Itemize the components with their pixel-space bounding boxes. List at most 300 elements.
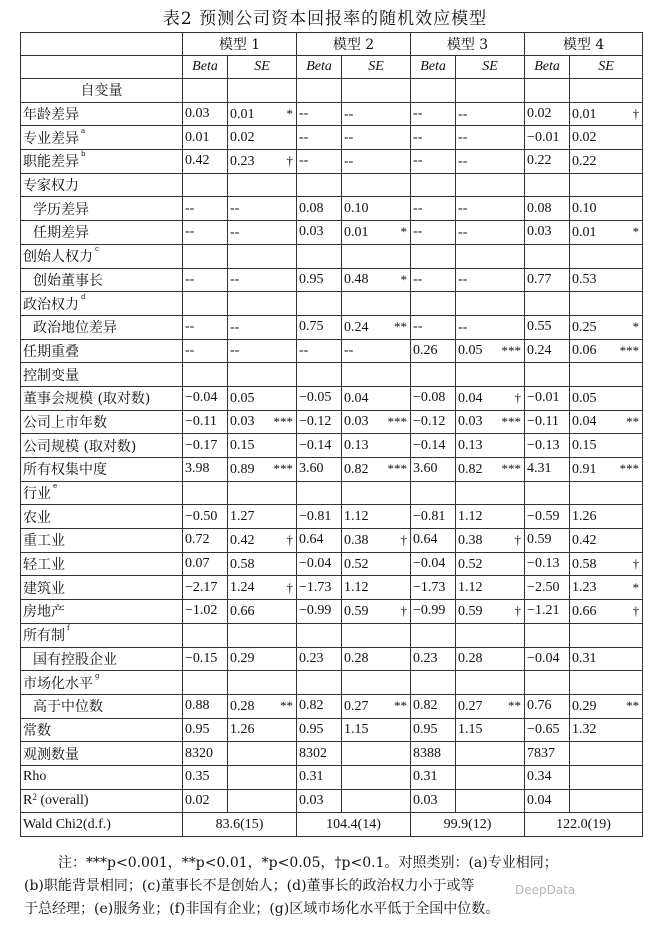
empty-cell xyxy=(183,79,228,103)
model-1-se xyxy=(228,268,297,292)
se-value: -- xyxy=(230,319,240,335)
model-1-beta: 0.42 xyxy=(183,150,228,174)
table-row xyxy=(21,813,643,837)
watermark: DeepData xyxy=(515,883,576,897)
header-model-4: 模型 4 xyxy=(525,33,643,56)
model-3-beta: −0.08 xyxy=(411,386,456,410)
significance-marker: * xyxy=(286,106,294,122)
model-2-se xyxy=(342,718,411,742)
model-2-beta: −0.99 xyxy=(297,600,342,624)
empty-cell xyxy=(456,363,525,387)
empty-cell xyxy=(183,173,228,197)
empty-cell xyxy=(342,623,411,647)
table-row xyxy=(21,339,643,363)
model-3-beta: −0.12 xyxy=(411,410,456,434)
se-value: 0.48 xyxy=(344,272,369,288)
model-4-beta: 0.77 xyxy=(525,268,570,292)
se-value: -- xyxy=(458,224,468,240)
model-4-beta: 0.34 xyxy=(525,765,570,789)
model-1-beta: −2.17 xyxy=(183,576,228,600)
header-model-1: 模型 1 xyxy=(183,33,297,56)
se-value: 0.04 xyxy=(458,390,483,406)
significance-marker: ** xyxy=(626,698,640,714)
table-row xyxy=(21,552,643,576)
model-2-se xyxy=(342,789,411,813)
model-3-beta: −0.99 xyxy=(411,600,456,624)
empty-cell xyxy=(228,173,297,197)
model-3-beta: 0.95 xyxy=(411,718,456,742)
se-value: 0.59 xyxy=(458,603,483,619)
se-value: 1.24 xyxy=(230,580,255,596)
model-4-beta: 0.04 xyxy=(525,789,570,813)
row-label xyxy=(21,173,183,197)
se-value: 0.01 xyxy=(230,106,255,122)
header-se: SE xyxy=(456,56,525,79)
model-2-beta: 0.08 xyxy=(297,197,342,221)
header-model-3: 模型 3 xyxy=(411,33,525,56)
model-2-se xyxy=(342,102,411,126)
model-4-se xyxy=(570,315,643,339)
model-4-se xyxy=(570,386,643,410)
significance-marker: * xyxy=(400,271,408,287)
se-value: 0.29 xyxy=(572,698,597,714)
header-beta: Beta xyxy=(297,56,342,79)
row-label-text: 国有控股企业 xyxy=(33,651,117,668)
model-1-beta: 0.35 xyxy=(183,765,228,789)
empty-cell xyxy=(183,244,228,268)
table-row xyxy=(21,576,643,600)
model-4-se xyxy=(570,742,643,766)
empty-cell xyxy=(183,623,228,647)
row-label-text: 公司上市年数 xyxy=(23,414,107,431)
row-label xyxy=(21,292,183,316)
row-label xyxy=(21,671,183,695)
model-2-beta: −1.73 xyxy=(297,576,342,600)
se-value: -- xyxy=(458,201,468,217)
model-4-se xyxy=(570,694,643,718)
model-3-se xyxy=(456,126,525,150)
empty-cell xyxy=(342,292,411,316)
se-value: 0.29 xyxy=(230,651,255,667)
row-label-text: 控制变量 xyxy=(23,367,79,384)
model-3-beta: -- xyxy=(411,102,456,126)
se-value: 0.58 xyxy=(572,556,597,572)
table-row xyxy=(21,102,643,126)
model-1-beta: -- xyxy=(183,221,228,245)
row-label-text: 任期差异 xyxy=(33,225,89,242)
model-3-se xyxy=(456,458,525,482)
model-4-se xyxy=(570,221,643,245)
se-value: 0.05 xyxy=(572,390,597,406)
model-3-se xyxy=(456,552,525,576)
row-label xyxy=(21,600,183,624)
model-3-beta: 0.31 xyxy=(411,765,456,789)
note-line-1: 注：***p<0.001，**p<0.01，*p<0.05，†p<0.1。对照类别：(a)专业相同； xyxy=(58,855,558,871)
footnote-marker: f xyxy=(67,624,70,633)
significance-marker: * xyxy=(632,579,640,595)
empty-cell xyxy=(456,671,525,695)
table-row xyxy=(21,79,643,103)
footnote-marker: a xyxy=(81,126,86,135)
row-label-text: 政治地位差异 xyxy=(33,320,117,337)
model-3-beta: 0.23 xyxy=(411,647,456,671)
model-4-beta: 4.31 xyxy=(525,458,570,482)
empty-cell xyxy=(228,244,297,268)
model-2-beta: -- xyxy=(297,150,342,174)
table-row xyxy=(21,647,643,671)
model-4-se xyxy=(570,197,643,221)
model-4-se xyxy=(570,765,643,789)
model-4-beta: 0.08 xyxy=(525,197,570,221)
model-4-se xyxy=(570,600,643,624)
empty-cell xyxy=(297,244,342,268)
empty-cell xyxy=(297,671,342,695)
significance-marker: † xyxy=(286,153,294,169)
model-2-beta: 0.95 xyxy=(297,718,342,742)
model-4-se xyxy=(570,718,643,742)
se-value: -- xyxy=(230,343,240,359)
empty-cell xyxy=(342,671,411,695)
empty-cell xyxy=(570,173,643,197)
se-value: 0.06 xyxy=(572,343,597,359)
significance-marker: † xyxy=(286,532,294,548)
model-4-beta: 0.22 xyxy=(525,150,570,174)
empty-cell xyxy=(411,292,456,316)
table-title: 表2 预测公司资本回报率的随机效应模型 xyxy=(162,9,488,29)
model-4-beta: 0.59 xyxy=(525,529,570,553)
model-1-se xyxy=(228,576,297,600)
se-value: 1.26 xyxy=(572,509,597,525)
model-1-beta: −0.04 xyxy=(183,386,228,410)
model-3-se xyxy=(456,742,525,766)
row-label xyxy=(21,126,183,150)
row-label-text: 政治权力 xyxy=(23,296,79,313)
model-1-se xyxy=(228,718,297,742)
model-2-beta: 0.82 xyxy=(297,694,342,718)
model-3-beta: 8388 xyxy=(411,742,456,766)
se-value: 0.42 xyxy=(230,532,255,548)
model-1-beta: 3.98 xyxy=(183,458,228,482)
model-2-se xyxy=(342,315,411,339)
empty-cell xyxy=(183,481,228,505)
header-se: SE xyxy=(570,56,643,79)
model-1-beta: 0.72 xyxy=(183,529,228,553)
empty-cell xyxy=(228,363,297,387)
se-value: 1.27 xyxy=(230,509,255,525)
se-value: 0.01 xyxy=(344,224,369,240)
model-4-beta: −1.21 xyxy=(525,600,570,624)
table-row xyxy=(21,244,643,268)
significance-marker: *** xyxy=(501,342,522,358)
empty-cell xyxy=(525,671,570,695)
row-label-text: 高于中位数 xyxy=(33,699,103,716)
empty-cell xyxy=(411,363,456,387)
model-2-se xyxy=(342,647,411,671)
empty-cell xyxy=(228,671,297,695)
model-3-beta: −0.14 xyxy=(411,434,456,458)
row-label xyxy=(21,481,183,505)
significance-marker: † xyxy=(514,532,522,548)
empty-cell xyxy=(342,481,411,505)
table-row xyxy=(21,386,643,410)
model-4-se xyxy=(570,150,643,174)
model-3-beta: -- xyxy=(411,197,456,221)
model-1-se xyxy=(228,647,297,671)
se-value: 0.05 xyxy=(230,390,255,406)
significance-marker: * xyxy=(632,319,640,335)
model-3-se xyxy=(456,647,525,671)
empty-cell xyxy=(297,481,342,505)
header-se: SE xyxy=(228,56,297,79)
se-value: 0.52 xyxy=(344,556,369,572)
significance-marker: *** xyxy=(619,461,640,477)
empty-cell xyxy=(411,79,456,103)
se-value: -- xyxy=(344,343,354,359)
model-2-se xyxy=(342,505,411,529)
se-value: 1.32 xyxy=(572,722,597,738)
significance-marker: † xyxy=(400,532,408,548)
row-label xyxy=(21,765,183,789)
header-beta: Beta xyxy=(183,56,228,79)
se-value: 0.82 xyxy=(344,461,369,477)
significance-marker: *** xyxy=(501,461,522,477)
empty-cell xyxy=(297,173,342,197)
row-label-text: 农业 xyxy=(23,509,51,526)
table-row xyxy=(21,623,643,647)
row-label xyxy=(21,789,183,813)
model-3-se xyxy=(456,600,525,624)
se-value: 0.42 xyxy=(572,532,597,548)
model-2-beta: 0.95 xyxy=(297,268,342,292)
se-value: 0.01 xyxy=(572,106,597,122)
se-value: 0.05 xyxy=(458,343,483,359)
row-label-superscript: 2 xyxy=(32,791,37,802)
se-value: 1.12 xyxy=(344,580,369,596)
row-label-text: 专家权力 xyxy=(23,178,79,195)
row-label-text: Wald Chi2(d.f.) xyxy=(23,816,111,832)
se-value: -- xyxy=(230,272,240,288)
se-value: 0.10 xyxy=(572,201,597,217)
se-value: 0.28 xyxy=(344,651,369,667)
model-1-se xyxy=(228,315,297,339)
model-3-se xyxy=(456,339,525,363)
header-beta: Beta xyxy=(411,56,456,79)
empty-cell xyxy=(456,623,525,647)
row-label-text: 建筑业 xyxy=(23,580,65,597)
footnote-marker: c xyxy=(95,245,99,254)
model-1-se xyxy=(228,742,297,766)
se-value: 0.59 xyxy=(344,603,369,619)
table-row xyxy=(21,363,643,387)
row-label xyxy=(21,576,183,600)
model-3-se xyxy=(456,386,525,410)
model-4-se xyxy=(570,552,643,576)
se-value: -- xyxy=(458,130,468,146)
model-1-se xyxy=(228,694,297,718)
model-4-se xyxy=(570,339,643,363)
se-value: 1.12 xyxy=(458,509,483,525)
row-label-text: 创始董事长 xyxy=(33,272,103,289)
model-1-se xyxy=(228,458,297,482)
empty-cell xyxy=(525,481,570,505)
row-label-text: 重工业 xyxy=(23,533,65,550)
model-3-beta: -- xyxy=(411,150,456,174)
model-4-se xyxy=(570,102,643,126)
model-2-se xyxy=(342,410,411,434)
model-3-se xyxy=(456,434,525,458)
model-4-se xyxy=(570,529,643,553)
table-row xyxy=(21,315,643,339)
empty-cell xyxy=(183,363,228,387)
model-4-beta: −0.01 xyxy=(525,386,570,410)
model-2-se xyxy=(342,126,411,150)
model-4-beta: 0.76 xyxy=(525,694,570,718)
model-1-se xyxy=(228,789,297,813)
model-1-beta: -- xyxy=(183,197,228,221)
model-4-beta: −2.50 xyxy=(525,576,570,600)
significance-marker: *** xyxy=(501,413,522,429)
model-2-se xyxy=(342,197,411,221)
table-row xyxy=(21,718,643,742)
model-2-beta: −0.81 xyxy=(297,505,342,529)
se-value: 0.13 xyxy=(458,438,483,454)
model-1-beta: 0.02 xyxy=(183,789,228,813)
se-value: 0.01 xyxy=(572,224,597,240)
model-2-se xyxy=(342,742,411,766)
table-row xyxy=(21,481,643,505)
model-1-se xyxy=(228,386,297,410)
model-4-se xyxy=(570,268,643,292)
model-3-wald: 99.9(12) xyxy=(411,813,525,837)
row-label-text: R xyxy=(23,792,33,808)
row-label-text: 自变量 xyxy=(80,83,123,100)
model-4-beta: −0.04 xyxy=(525,647,570,671)
row-label-text: 董事会规模 (取对数) xyxy=(23,391,151,408)
header-model-2: 模型 2 xyxy=(297,33,411,56)
model-4-beta: −0.13 xyxy=(525,434,570,458)
model-3-se xyxy=(456,576,525,600)
model-3-se xyxy=(456,789,525,813)
row-label xyxy=(21,813,183,837)
model-4-se xyxy=(570,789,643,813)
se-value: -- xyxy=(344,106,354,122)
significance-marker: *** xyxy=(619,342,640,358)
empty-cell xyxy=(570,481,643,505)
model-2-beta: −0.04 xyxy=(297,552,342,576)
model-1-se xyxy=(228,339,297,363)
se-value: 0.82 xyxy=(458,461,483,477)
se-value: 0.31 xyxy=(572,651,597,667)
significance-marker: *** xyxy=(387,413,408,429)
header-blank xyxy=(21,56,183,79)
model-2-beta: 0.75 xyxy=(297,315,342,339)
se-value: 0.38 xyxy=(344,532,369,548)
se-value: 0.04 xyxy=(572,414,597,430)
row-label xyxy=(21,221,183,245)
significance-marker: *** xyxy=(273,461,294,477)
row-label xyxy=(21,458,183,482)
model-2-se xyxy=(342,694,411,718)
row-label-text: 房地产 xyxy=(23,604,65,621)
empty-cell xyxy=(411,623,456,647)
model-1-beta: −0.50 xyxy=(183,505,228,529)
empty-cell xyxy=(183,671,228,695)
model-2-se xyxy=(342,268,411,292)
significance-marker: ** xyxy=(394,698,408,714)
empty-cell xyxy=(297,623,342,647)
row-label xyxy=(21,315,183,339)
model-3-beta: 0.82 xyxy=(411,694,456,718)
se-value: 0.52 xyxy=(458,556,483,572)
empty-cell xyxy=(525,363,570,387)
row-label-text: 学历差异 xyxy=(33,201,89,218)
model-3-se xyxy=(456,765,525,789)
model-3-se xyxy=(456,410,525,434)
model-3-se xyxy=(456,529,525,553)
significance-marker: ** xyxy=(626,413,640,429)
significance-marker: † xyxy=(632,603,640,619)
se-value: 0.28 xyxy=(458,651,483,667)
footnote-marker: g xyxy=(95,671,100,680)
model-1-beta: -- xyxy=(183,268,228,292)
significance-marker: ** xyxy=(280,698,294,714)
model-2-se xyxy=(342,339,411,363)
model-2-se xyxy=(342,458,411,482)
se-value: 0.03 xyxy=(458,414,483,430)
se-value: 0.04 xyxy=(344,390,369,406)
model-3-se xyxy=(456,718,525,742)
row-label xyxy=(21,244,183,268)
table-row xyxy=(21,458,643,482)
table-row xyxy=(21,671,643,695)
table-row xyxy=(21,765,643,789)
model-2-beta: 0.03 xyxy=(297,789,342,813)
row-label-text: 常数 xyxy=(23,722,51,739)
empty-cell xyxy=(342,173,411,197)
model-4-beta: −0.65 xyxy=(525,718,570,742)
empty-cell xyxy=(411,481,456,505)
model-3-beta: −0.04 xyxy=(411,552,456,576)
empty-cell xyxy=(456,292,525,316)
model-2-se xyxy=(342,600,411,624)
header-row-stats xyxy=(21,56,643,79)
model-1-beta: −0.17 xyxy=(183,434,228,458)
table-row xyxy=(21,126,643,150)
row-label xyxy=(21,386,183,410)
model-4-wald: 122.0(19) xyxy=(525,813,643,837)
model-3-se xyxy=(456,315,525,339)
se-value: 0.27 xyxy=(458,698,483,714)
significance-marker: ** xyxy=(508,698,522,714)
header-row-models xyxy=(21,33,643,56)
table-row xyxy=(21,694,643,718)
empty-cell xyxy=(525,292,570,316)
se-value: 0.28 xyxy=(230,698,255,714)
model-2-wald: 104.4(14) xyxy=(297,813,411,837)
model-4-beta: 0.55 xyxy=(525,315,570,339)
footnote-marker: e xyxy=(53,482,58,491)
header-beta: Beta xyxy=(525,56,570,79)
model-1-beta: -- xyxy=(183,315,228,339)
table-row xyxy=(21,434,643,458)
model-1-se xyxy=(228,410,297,434)
model-1-beta: 0.88 xyxy=(183,694,228,718)
empty-cell xyxy=(228,79,297,103)
se-value: 1.15 xyxy=(344,722,369,738)
row-label xyxy=(21,694,183,718)
significance-marker: † xyxy=(514,603,522,619)
row-label xyxy=(21,529,183,553)
